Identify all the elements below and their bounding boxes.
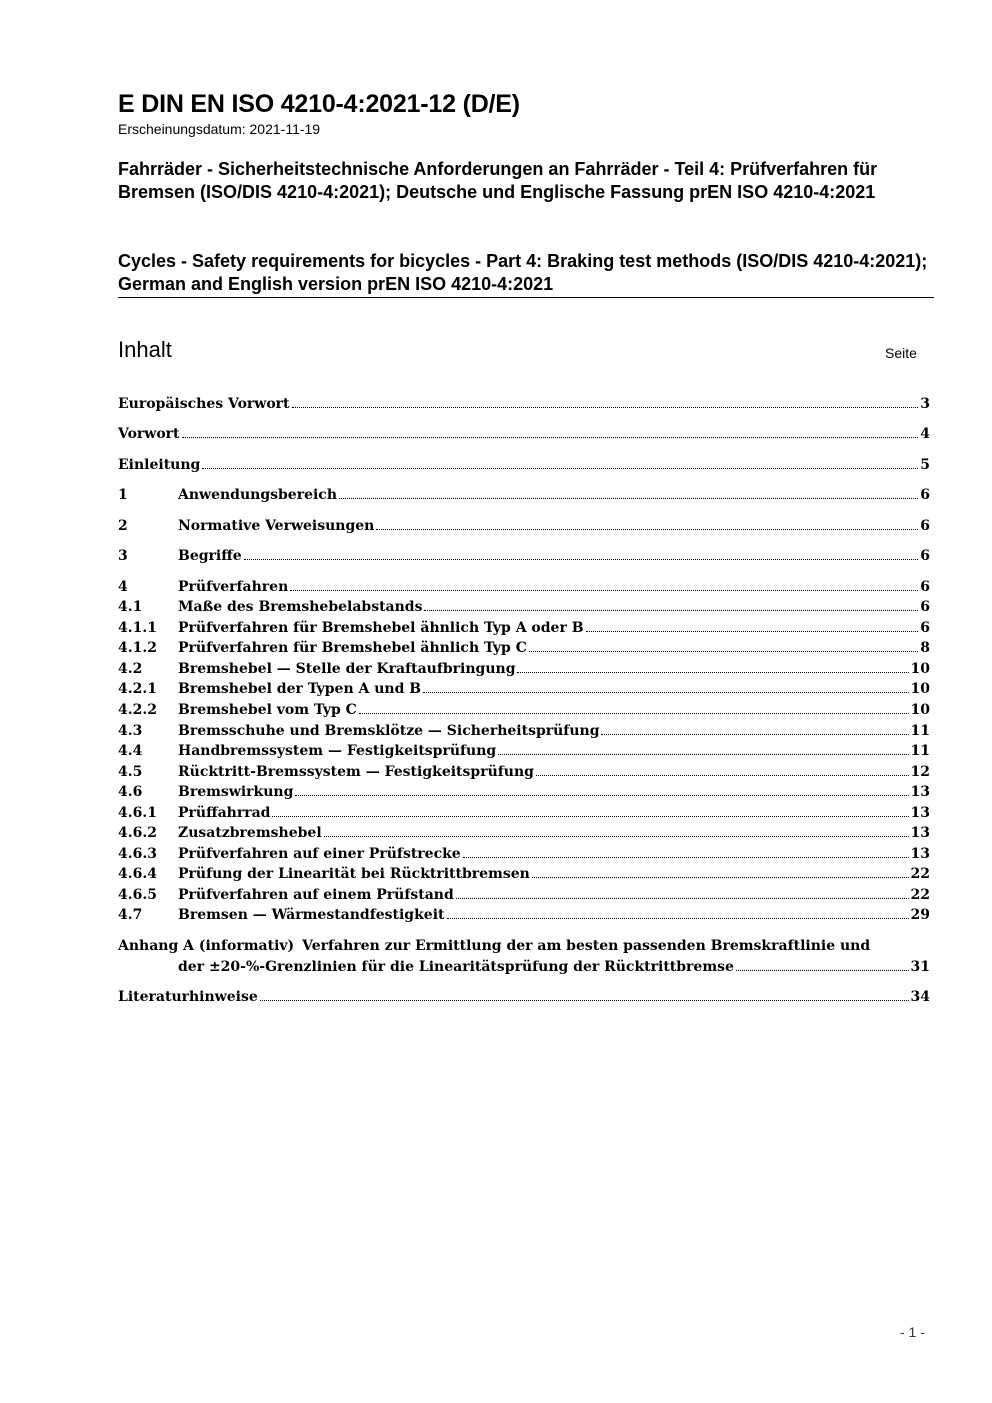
toc-entry[interactable] [118, 455, 930, 475]
toc-leader-dots [244, 559, 919, 560]
toc-entry[interactable] [118, 546, 930, 566]
toc-entry-page: 10 [910, 702, 930, 718]
toc-entry[interactable] [118, 885, 930, 905]
page-number: - 1 - [900, 1324, 925, 1340]
toc-leader-dots [601, 734, 908, 735]
toc-entry[interactable] [118, 485, 930, 505]
toc-entry-number: 1 [118, 487, 128, 503]
toc-entry[interactable] [118, 905, 930, 925]
toc-entry-number: 4.6.2 [118, 825, 157, 841]
toc-entry-page: 13 [910, 825, 930, 841]
toc-leader-dots [456, 898, 909, 899]
toc-annex-continuation-label: der ±20-%-Grenzlinien für die Linearitätsprüfung der Rücktrittbremse [178, 959, 734, 975]
title-divider [118, 297, 934, 298]
toc-entry-page: 6 [920, 518, 930, 534]
toc-entry-label: Bremswirkung [178, 784, 294, 800]
toc-entry-page: 6 [920, 579, 930, 595]
toc-leader-dots [290, 590, 918, 591]
toc-bibliography-page: 34 [910, 989, 930, 1005]
toc-entry[interactable] [118, 803, 930, 823]
toc-leader-dots [463, 857, 909, 858]
toc-annex-page: 31 [910, 959, 930, 975]
toc-entry-page: 10 [910, 661, 930, 677]
toc-entry-label: Prüfung der Linearität bei Rücktrittbremsen [178, 866, 530, 882]
toc-annex-entry[interactable] [118, 936, 930, 956]
toc-entry[interactable] [118, 782, 930, 802]
toc-leader-dots [376, 529, 918, 530]
toc-entry[interactable] [118, 659, 930, 679]
toc-entry[interactable] [118, 721, 930, 741]
toc-entry[interactable] [118, 597, 930, 617]
toc-entry-page: 6 [920, 599, 930, 615]
toc-leader-dots [736, 970, 909, 971]
toc-entry-number: 4.2.2 [118, 702, 157, 718]
toc-entry[interactable] [118, 577, 930, 597]
toc-leader-dots [529, 651, 918, 652]
toc-leader-dots [517, 672, 908, 673]
toc-entry-number: 4.6.1 [118, 805, 157, 821]
toc-entry[interactable] [118, 424, 930, 444]
toc-annex-title: Verfahren zur Ermittlung der am besten passenden Bremskraftlinie und [302, 938, 871, 954]
toc-entry-page: 4 [920, 426, 930, 442]
toc-entry-page: 6 [920, 487, 930, 503]
toc-entry-label: Anwendungsbereich [178, 487, 337, 503]
toc-entry-label: Bremshebel der Typen A und B [178, 681, 422, 697]
toc-entry-number: 4.1 [118, 599, 143, 615]
toc-entry-label: Begriffe [178, 548, 242, 564]
toc-annex-continuation[interactable] [178, 957, 930, 977]
title-english: Cycles - Safety requirements for bicycles - Part 4: Braking test methods (ISO/DIS 4210-4:2021); German and English version prEN ISO 4210-4:2021 [118, 251, 928, 294]
toc-leader-dots [536, 775, 909, 776]
toc-leader-dots [292, 407, 919, 408]
toc-entry-label: Vorwort [118, 426, 180, 442]
toc-leader-dots [586, 631, 919, 632]
toc-leader-dots [182, 437, 919, 438]
toc-bibliography-entry[interactable] [118, 987, 930, 1007]
toc-entry-number: 4.6.3 [118, 846, 157, 862]
toc-entry-label: Prüfverfahren auf einem Prüfstand [178, 887, 454, 903]
toc-entry-number: 4.2.1 [118, 681, 157, 697]
toc-entry-page: 3 [920, 396, 930, 412]
toc-leader-dots [498, 754, 908, 755]
toc-heading: Inhalt [118, 337, 172, 362]
document-id: E DIN EN ISO 4210-4:2021-12 (D/E) [118, 90, 520, 118]
toc-entry[interactable] [118, 394, 930, 414]
toc-entry-page: 6 [920, 620, 930, 636]
toc-entry-label: Prüfverfahren [178, 579, 289, 595]
toc-entry-number: 4.5 [118, 764, 143, 780]
toc-entry[interactable] [118, 679, 930, 699]
toc-entry-label: Prüfverfahren für Bremshebel ähnlich Typ C [178, 640, 527, 656]
toc-entry-label: Bremsen — Wärmestandfestigkeit [178, 907, 445, 923]
toc-leader-dots [359, 713, 909, 714]
toc-entry[interactable] [118, 516, 930, 536]
toc-entry[interactable] [118, 864, 930, 884]
toc-entry-label: Bremshebel vom Typ C [178, 702, 357, 718]
toc-entry[interactable] [118, 638, 930, 658]
toc-entry-label: Rücktritt-Bremssystem — Festigkeitsprüfung [178, 764, 534, 780]
toc-annex-prefix: Anhang A (informativ) [118, 938, 295, 954]
toc-entry-label: Maße des Bremshebelabstands [178, 599, 423, 615]
toc-entry[interactable] [118, 844, 930, 864]
toc-entry-label: Normative Verweisungen [178, 518, 375, 534]
toc-entry-number: 4.6 [118, 784, 143, 800]
toc-entry-page: 12 [910, 764, 930, 780]
toc-entry-label: Europäisches Vorwort [118, 396, 290, 412]
toc-entry-page: 8 [920, 640, 930, 656]
toc-leader-dots [447, 918, 909, 919]
toc-entry-label: Prüffahrrad [178, 805, 271, 821]
toc-entry-page: 11 [910, 723, 930, 739]
toc-entry-number: 4 [118, 579, 128, 595]
toc-entry-label: Einleitung [118, 457, 201, 473]
toc-entry-page: 10 [910, 681, 930, 697]
toc-entry-page: 11 [910, 743, 930, 759]
toc-entry-label: Prüfverfahren für Bremshebel ähnlich Typ A oder B [178, 620, 584, 636]
toc-entry-label: Bremsschuhe und Bremsklötze — Sicherheitsprüfung [178, 723, 600, 739]
toc-leader-dots [260, 1000, 909, 1001]
toc-entry-page: 13 [910, 846, 930, 862]
toc-entry-page: 22 [910, 866, 930, 882]
toc-leader-dots [324, 836, 909, 837]
toc-leader-dots [295, 795, 908, 796]
toc-entry-label: Prüfverfahren auf einer Prüfstrecke [178, 846, 461, 862]
toc-entry-number: 3 [118, 548, 128, 564]
toc-leader-dots [424, 610, 918, 611]
toc-bibliography-label: Literaturhinweise [118, 989, 258, 1005]
toc-leader-dots [272, 816, 908, 817]
toc-entry-number: 2 [118, 518, 128, 534]
toc-entry[interactable] [118, 618, 930, 638]
publication-date: Erscheinungsdatum: 2021-11-19 [118, 121, 321, 137]
toc-entry-label: Bremshebel — Stelle der Kraftaufbringung [178, 661, 516, 677]
toc-entry-number: 4.6.4 [118, 866, 157, 882]
title-german: Fahrräder - Sicherheitstechnische Anforderungen an Fahrräder - Teil 4: Prüfverfahren für Bremsen (ISO/DIS 4210-4:2021); Deutsche und Englische Fassung prEN ISO 4210-4:2021 [118, 159, 878, 202]
toc-entry[interactable] [118, 741, 930, 761]
toc-entry[interactable] [118, 700, 930, 720]
toc-entry-page: 5 [920, 457, 930, 473]
toc-leader-dots [339, 498, 918, 499]
toc-leader-dots [423, 692, 908, 693]
toc-entry-number: 4.2 [118, 661, 143, 677]
toc-entry-page: 6 [920, 548, 930, 564]
toc-entry-page: 13 [910, 784, 930, 800]
toc-leader-dots [202, 468, 918, 469]
toc-entry-number: 4.1.2 [118, 640, 157, 656]
toc-entry-label: Zusatzbremshebel [178, 825, 322, 841]
toc-entry-number: 4.4 [118, 743, 143, 759]
toc-entry-number: 4.6.5 [118, 887, 157, 903]
toc-entry-page: 13 [910, 805, 930, 821]
toc-entry-number: 4.1.1 [118, 620, 157, 636]
toc-entry[interactable] [118, 762, 930, 782]
toc-page-column-label: Seite [885, 345, 917, 361]
toc-entry-number: 4.3 [118, 723, 143, 739]
toc-entry-label: Handbremssystem — Festigkeitsprüfung [178, 743, 497, 759]
toc-leader-dots [532, 877, 909, 878]
toc-entry-page: 22 [910, 887, 930, 903]
toc-entry-number: 4.7 [118, 907, 143, 923]
toc-entry[interactable] [118, 823, 930, 843]
toc-entry-page: 29 [910, 907, 930, 923]
